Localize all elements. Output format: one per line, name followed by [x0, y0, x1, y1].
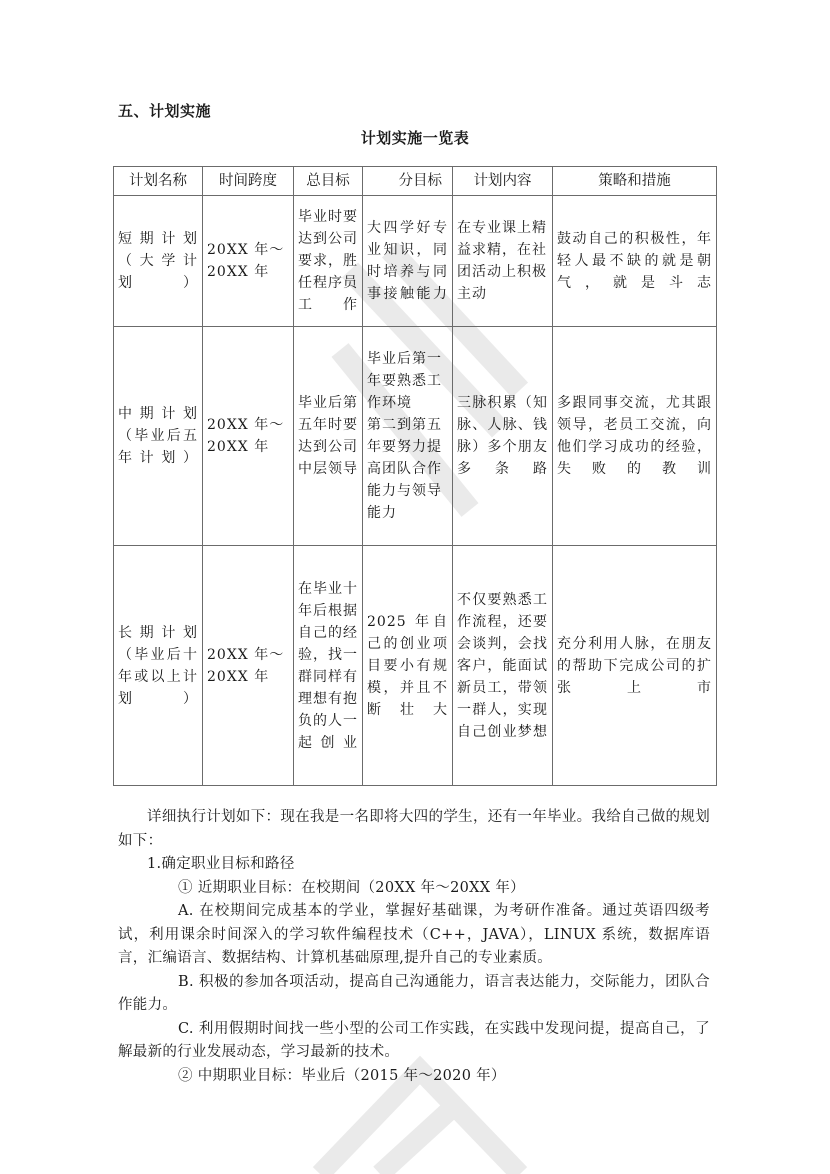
step-1-title: 1.确定职业目标和路径: [147, 856, 295, 872]
table-row: [114, 327, 717, 546]
cell-overall-goal: 毕业后第五年时要达到公司中层领导: [294, 327, 363, 546]
cell-strategy: 充分利用人脉，在朋友的帮助下完成公司的扩张上市: [553, 546, 717, 786]
sub-goal-line-1: 毕业后第一年要熟悉工作环境: [367, 351, 442, 411]
table-header-row: [114, 167, 717, 196]
header-plan-name: 计划名称: [114, 167, 203, 196]
sub-goal-line-2: 第二到第五年要努力提高团队合作能力与领导能力: [367, 417, 442, 521]
cell-plan-name: 短期计划（大学计划）: [114, 196, 203, 327]
mid-term-goal-title: ② 中期职业目标：毕业后（2015 年～2020 年）: [178, 1067, 506, 1084]
execution-details: [118, 806, 710, 1088]
item-b-paragraph: B. 积极的参加各项活动，提高自己沟通能力，语言表达能力，交际能力，团队合作能力。: [118, 973, 710, 1013]
cell-sub-goal: 大四学好专业知识，同时培养与同事接触能力: [363, 196, 453, 327]
cell-time-span: 20XX 年～20XX 年: [203, 196, 294, 327]
cell-strategy: 多跟同事交流，尤其跟领导，老员工交流，向他们学习成功的经验，失败的教训: [553, 327, 717, 546]
header-sub-goal: 分目标: [363, 167, 453, 196]
cell-sub-goal: 2025 年自己的创业项目要小有规模，并且不断壮大: [363, 546, 453, 786]
cell-plan-name: 长期计划（毕业后十年或以上计划）: [114, 546, 203, 786]
cell-strategy: 鼓动自己的积极性，年轻人最不缺的就是朝气，就是斗志: [553, 196, 717, 327]
cell-time-span: 20XX 年～20XX 年: [203, 546, 294, 786]
table-row: [114, 546, 717, 786]
table-row: [114, 196, 717, 327]
cell-plan-content: 不仅要熟悉工作流程，还要会谈判，会找客户，能面试新员工，带领一群人，实现自己创业梦想: [453, 546, 553, 786]
header-overall-goal: 总目标: [294, 167, 363, 196]
cell-plan-content: 在专业课上精益求精，在社团活动上积极主动: [453, 196, 553, 327]
intro-paragraph: 详细执行计划如下：现在我是一名即将大四的学生，还有一年毕业。我给自己做的规划如下：: [118, 809, 710, 849]
plan-table: [113, 166, 717, 786]
cell-time-span: 20XX 年～20XX 年: [203, 327, 294, 546]
cell-plan-name: 中期计划（毕业后五年计划）: [114, 327, 203, 546]
table-title: 计划实施一览表: [360, 129, 470, 147]
item-c-paragraph: C. 利用假期时间找一些小型的公司工作实践，在实践中发现问提，提高自己，了解最新的行业发展动态，学习最新的技术。: [118, 1020, 710, 1060]
cell-overall-goal: 在毕业十年后根据自己的经验，找一群同样有理想有抱负的人一起创业: [294, 546, 363, 786]
header-plan-content: 计划内容: [453, 167, 553, 196]
cell-sub-goal: [363, 327, 453, 546]
near-term-goal-title: ① 近期职业目标：在校期间（20XX 年～20XX 年）: [178, 879, 525, 896]
cell-plan-content: 三脉积累（知脉、人脉、钱脉）多个朋友多条路: [453, 327, 553, 546]
header-strategy: 策略和措施: [553, 167, 717, 196]
section-heading: 五、计划实施: [118, 102, 212, 120]
item-a-paragraph: A. 在校期间完成基本的学业，掌握好基础课，为考研作准备。通过英语四级考试，利用课余时间深入的学习软件编程技术（C++，JAVA），LINUX 系统，数据库语言，汇编语言、数据结构、计算机基础原理,提升自己的专业素质。: [118, 903, 710, 966]
cell-overall-goal: 毕业时要达到公司要求，胜任程序员工作: [294, 196, 363, 327]
header-time-span: 时间跨度: [203, 167, 294, 196]
